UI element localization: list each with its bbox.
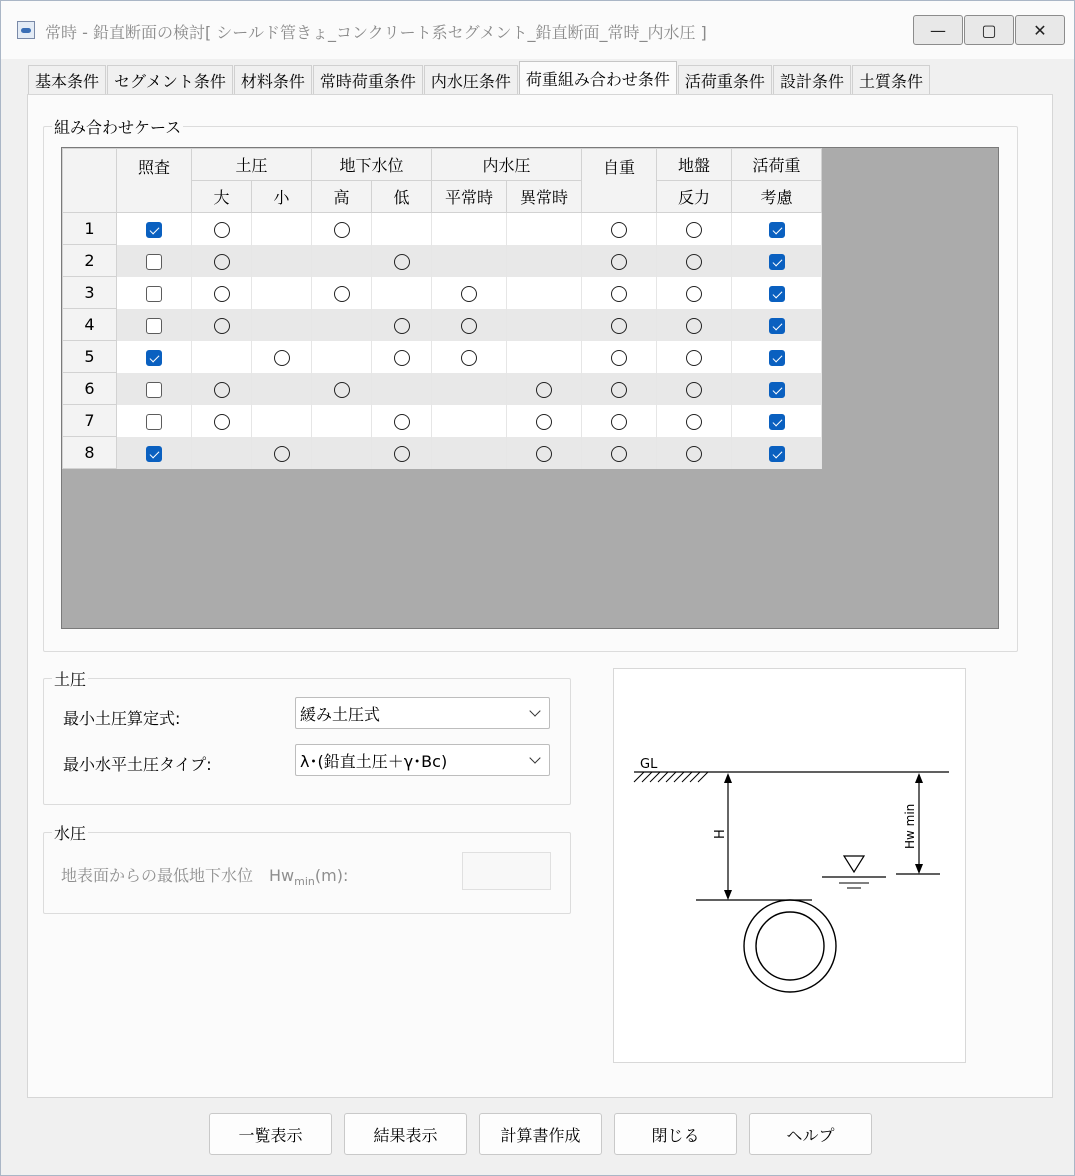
inner-abnormal-cell[interactable]	[507, 437, 582, 469]
gw-high-cell[interactable]	[312, 245, 372, 277]
inner-normal-cell[interactable]	[432, 213, 507, 245]
check-checkbox[interactable]	[146, 222, 162, 238]
app-icon	[17, 21, 35, 39]
soil-large-cell[interactable]	[192, 213, 252, 245]
gw-low-cell[interactable]	[372, 277, 432, 309]
inner-normal-cell[interactable]	[432, 245, 507, 277]
min-earth-formula-value: 緩み土圧式	[300, 704, 381, 724]
selected-circle-icon	[686, 286, 702, 302]
row-number: 3	[63, 277, 117, 309]
tab-live-load[interactable]: 活荷重条件	[678, 65, 772, 95]
reaction-cell[interactable]	[657, 437, 732, 469]
soil-small-cell[interactable]	[252, 437, 312, 469]
header-groundwater: 地下水位	[312, 149, 432, 181]
selected-circle-icon	[334, 222, 350, 238]
close-button[interactable]: 閉じる	[614, 1113, 737, 1155]
reaction-cell[interactable]	[657, 213, 732, 245]
table-row	[63, 245, 822, 277]
inner-normal-cell[interactable]	[432, 437, 507, 469]
self-cell[interactable]	[582, 245, 657, 277]
selected-circle-icon	[686, 350, 702, 366]
selected-circle-icon	[686, 446, 702, 462]
soil-large-cell[interactable]	[192, 373, 252, 405]
table-row	[63, 437, 822, 469]
pipe-inner-icon	[756, 912, 824, 980]
live-load-checkbox[interactable]	[769, 382, 785, 398]
selected-circle-icon	[611, 382, 627, 398]
tab-segment[interactable]: セグメント条件	[107, 65, 233, 95]
table-row	[63, 277, 822, 309]
selected-circle-icon	[394, 446, 410, 462]
selected-circle-icon	[334, 382, 350, 398]
reaction-cell[interactable]	[657, 341, 732, 373]
tab-normal-load[interactable]: 常時荷重条件	[313, 65, 423, 95]
inner-normal-cell[interactable]	[432, 373, 507, 405]
chevron-down-icon	[529, 705, 540, 716]
live-cell[interactable]	[732, 405, 822, 437]
combination-grid	[61, 147, 999, 629]
soil-small-cell[interactable]	[252, 309, 312, 341]
selected-circle-icon	[214, 222, 230, 238]
header-soil-small: 小	[252, 181, 312, 213]
tab-design[interactable]: 設計条件	[773, 65, 851, 95]
row-number: 1	[63, 213, 117, 245]
earth-pressure-group	[43, 667, 571, 805]
result-view-button[interactable]: 結果表示	[344, 1113, 467, 1155]
selected-circle-icon	[334, 286, 350, 302]
self-cell[interactable]	[582, 213, 657, 245]
h-label: H	[713, 829, 728, 839]
gw-high-cell[interactable]	[312, 341, 372, 373]
reaction-cell[interactable]	[657, 373, 732, 405]
check-cell	[117, 341, 192, 373]
live-cell[interactable]	[732, 277, 822, 309]
selected-circle-icon	[214, 382, 230, 398]
check-checkbox[interactable]	[146, 382, 162, 398]
check-checkbox[interactable]	[146, 254, 162, 270]
inner-normal-cell[interactable]	[432, 309, 507, 341]
combination-rows	[63, 213, 822, 469]
min-earth-formula-label: 最小土圧算定式:	[63, 709, 181, 728]
header-self-weight: 自重	[582, 149, 657, 213]
row-number: 5	[63, 341, 117, 373]
gw-low-cell[interactable]	[372, 341, 432, 373]
selected-circle-icon	[394, 318, 410, 334]
live-load-checkbox[interactable]	[769, 318, 785, 334]
gw-low-cell[interactable]	[372, 309, 432, 341]
header-check: 照査	[117, 149, 192, 213]
selected-circle-icon	[686, 318, 702, 334]
min-groundwater-label: 地表面からの最低地下水位 $Hw_{min}(m)$:	[61, 866, 349, 889]
header-inner-abnormal: 異常時	[507, 181, 582, 213]
live-cell[interactable]	[732, 213, 822, 245]
inner-normal-cell[interactable]	[432, 277, 507, 309]
inner-abnormal-cell[interactable]	[507, 213, 582, 245]
self-cell[interactable]	[582, 437, 657, 469]
row-number: 2	[63, 245, 117, 277]
check-checkbox[interactable]	[146, 350, 162, 366]
tab-soil[interactable]: 土質条件	[852, 65, 930, 95]
inner-abnormal-cell[interactable]	[507, 309, 582, 341]
selected-circle-icon	[686, 254, 702, 270]
title-bar[interactable]	[1, 1, 1074, 59]
section-diagram-svg	[614, 669, 967, 1064]
gw-low-cell[interactable]	[372, 245, 432, 277]
help-button[interactable]: ヘルプ	[749, 1113, 872, 1155]
selected-circle-icon	[611, 414, 627, 430]
table-row	[63, 341, 822, 373]
soil-small-cell[interactable]	[252, 341, 312, 373]
min-groundwater-input[interactable]	[462, 852, 551, 890]
gw-high-cell[interactable]	[312, 405, 372, 437]
selected-circle-icon	[686, 382, 702, 398]
gw-low-cell[interactable]	[372, 213, 432, 245]
selected-circle-icon	[611, 318, 627, 334]
check-cell	[117, 405, 192, 437]
hw-min-label: Hw min	[903, 803, 917, 849]
header-soil: 土圧	[192, 149, 312, 181]
soil-large-cell[interactable]	[192, 405, 252, 437]
section-diagram	[613, 668, 966, 1063]
check-cell	[117, 373, 192, 405]
selected-circle-icon	[686, 222, 702, 238]
table-row	[63, 373, 822, 405]
header-live-2: 考慮	[732, 181, 822, 213]
create-report-button[interactable]: 計算書作成	[479, 1113, 602, 1155]
self-cell[interactable]	[582, 373, 657, 405]
inner-abnormal-cell[interactable]	[507, 277, 582, 309]
selected-circle-icon	[214, 318, 230, 334]
soil-small-cell[interactable]	[252, 373, 312, 405]
earth-pressure-legend: 土圧	[54, 670, 87, 689]
inner-abnormal-cell[interactable]	[507, 245, 582, 277]
header-gw-low: 低	[372, 181, 432, 213]
selected-circle-icon	[611, 446, 627, 462]
check-cell	[117, 245, 192, 277]
check-cell	[117, 277, 192, 309]
min-horizontal-type-select[interactable]	[295, 744, 550, 776]
check-cell	[117, 213, 192, 245]
header-reaction-1: 地盤	[657, 149, 732, 181]
check-cell	[117, 309, 192, 341]
tab-basic[interactable]: 基本条件	[28, 65, 106, 95]
live-load-checkbox[interactable]	[769, 350, 785, 366]
selected-circle-icon	[394, 350, 410, 366]
self-cell[interactable]	[582, 309, 657, 341]
soil-small-cell[interactable]	[252, 405, 312, 437]
gw-low-cell[interactable]	[372, 405, 432, 437]
soil-large-cell[interactable]	[192, 277, 252, 309]
reaction-cell[interactable]	[657, 277, 732, 309]
list-view-button[interactable]: 一覧表示	[209, 1113, 332, 1155]
check-cell	[117, 437, 192, 469]
gw-low-cell[interactable]	[372, 437, 432, 469]
soil-small-cell[interactable]	[252, 213, 312, 245]
gw-high-cell[interactable]	[312, 213, 372, 245]
check-checkbox[interactable]	[146, 286, 162, 302]
gw-high-cell[interactable]	[312, 437, 372, 469]
soil-large-cell[interactable]	[192, 437, 252, 469]
self-cell[interactable]	[582, 277, 657, 309]
row-number: 4	[63, 309, 117, 341]
tab-inner-pressure[interactable]: 内水圧条件	[424, 65, 518, 95]
gl-label: GL	[640, 757, 658, 772]
live-cell[interactable]	[732, 309, 822, 341]
row-number-header	[63, 149, 117, 213]
water-level-icon	[844, 856, 864, 872]
header-reaction-2: 反力	[657, 181, 732, 213]
gw-high-cell[interactable]	[312, 277, 372, 309]
selected-circle-icon	[214, 254, 230, 270]
check-checkbox[interactable]	[146, 446, 162, 462]
selected-circle-icon	[611, 222, 627, 238]
selected-circle-icon	[686, 414, 702, 430]
min-horizontal-type-label: 最小水平土圧タイプ:	[63, 755, 212, 774]
row-number: 6	[63, 373, 117, 405]
soil-large-cell[interactable]	[192, 309, 252, 341]
self-cell[interactable]	[582, 341, 657, 373]
check-checkbox[interactable]	[146, 414, 162, 430]
tab-material[interactable]: 材料条件	[234, 65, 312, 95]
selected-circle-icon	[536, 446, 552, 462]
combination-table	[62, 148, 822, 469]
header-live-1: 活荷重	[732, 149, 822, 181]
selected-circle-icon	[536, 382, 552, 398]
live-load-checkbox[interactable]	[769, 286, 785, 302]
selected-circle-icon	[394, 414, 410, 430]
live-load-checkbox[interactable]	[769, 222, 785, 238]
min-earth-formula-select[interactable]	[295, 697, 550, 729]
header-soil-large: 大	[192, 181, 252, 213]
selected-circle-icon	[611, 350, 627, 366]
header-inner-normal: 平常時	[432, 181, 507, 213]
combination-legend: 組み合わせケース	[54, 118, 182, 137]
window-title: 常時 - 鉛直断面の検討[ シールド管きょ_コンクリート系セグメント_鉛直断面_常時_内水圧 ]	[45, 23, 707, 42]
row-number: 8	[63, 437, 117, 469]
inner-normal-cell[interactable]	[432, 341, 507, 373]
selected-circle-icon	[536, 414, 552, 430]
selected-circle-icon	[214, 414, 230, 430]
live-cell[interactable]	[732, 341, 822, 373]
reaction-cell[interactable]	[657, 309, 732, 341]
self-cell[interactable]	[582, 405, 657, 437]
soil-large-cell[interactable]	[192, 245, 252, 277]
table-row	[63, 213, 822, 245]
selected-circle-icon	[461, 286, 477, 302]
close-window-button[interactable]: ✕	[1015, 15, 1065, 45]
table-row	[63, 405, 822, 437]
selected-circle-icon	[274, 350, 290, 366]
gw-low-cell[interactable]	[372, 373, 432, 405]
live-load-checkbox[interactable]	[769, 446, 785, 462]
inner-normal-cell[interactable]	[432, 405, 507, 437]
selected-circle-icon	[611, 286, 627, 302]
header-inner-pressure: 内水圧	[432, 149, 582, 181]
reaction-cell[interactable]	[657, 405, 732, 437]
live-cell[interactable]	[732, 245, 822, 277]
inner-abnormal-cell[interactable]	[507, 405, 582, 437]
row-number: 7	[63, 405, 117, 437]
tab-bar	[28, 65, 931, 95]
selected-circle-icon	[461, 350, 477, 366]
selected-circle-icon	[274, 446, 290, 462]
soil-small-cell[interactable]	[252, 245, 312, 277]
inner-abnormal-cell[interactable]	[507, 341, 582, 373]
gw-high-cell[interactable]	[312, 373, 372, 405]
selected-circle-icon	[461, 318, 477, 334]
live-cell[interactable]	[732, 373, 822, 405]
selected-circle-icon	[394, 254, 410, 270]
tab-load-combination[interactable]: 荷重組み合わせ条件	[519, 61, 677, 95]
water-pressure-legend: 水圧	[54, 824, 87, 843]
live-load-checkbox[interactable]	[769, 254, 785, 270]
minimize-button[interactable]: —	[913, 15, 963, 45]
inner-abnormal-cell[interactable]	[507, 373, 582, 405]
soil-small-cell[interactable]	[252, 277, 312, 309]
check-checkbox[interactable]	[146, 318, 162, 334]
live-load-checkbox[interactable]	[769, 414, 785, 430]
maximize-button[interactable]: ▢	[964, 15, 1014, 45]
min-horizontal-type-value: λ･(鉛直土圧＋γ･Bc)	[300, 751, 448, 771]
selected-circle-icon	[214, 286, 230, 302]
header-gw-high: 高	[312, 181, 372, 213]
table-row	[63, 309, 822, 341]
chevron-down-icon	[529, 752, 540, 763]
selected-circle-icon	[611, 254, 627, 270]
reaction-cell[interactable]	[657, 245, 732, 277]
live-cell[interactable]	[732, 437, 822, 469]
soil-large-cell[interactable]	[192, 341, 252, 373]
pipe-outer-icon	[744, 900, 836, 992]
gw-high-cell[interactable]	[312, 309, 372, 341]
